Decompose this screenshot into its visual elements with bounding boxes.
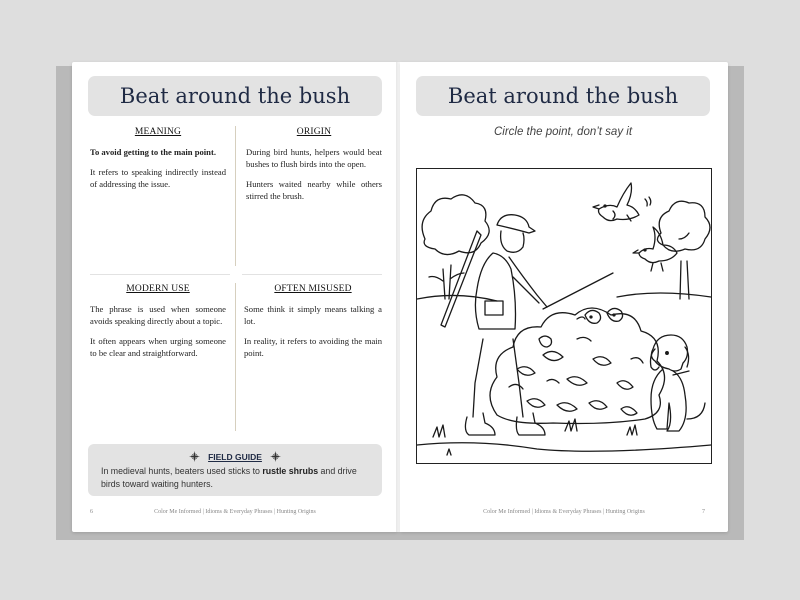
compass-star-icon [270,451,281,462]
left-page [72,62,398,532]
bird-top-drawing [593,183,651,221]
compass-star-icon [189,451,200,462]
column-divider-bottom [235,283,236,431]
often-misused-text-2: In reality, it refers to avoiding the main point. [244,336,382,358]
hill-line-drawing [417,293,711,301]
modern-use-section [90,283,226,367]
origin-section [246,126,382,210]
tree-right-drawing [657,201,710,299]
row-divider-left [90,274,230,275]
right-page-number: 7 [702,509,705,515]
right-page-footer: Color Me Informed | Idioms & Everyday Phrases | Hunting Origins [483,509,645,515]
left-page-footer: Color Me Informed | Idioms & Everyday Phrases | Hunting Origins [154,509,316,515]
hunting-scene-drawing [417,169,711,463]
right-page [400,62,728,532]
right-page-title: Beat around the bush [416,76,710,116]
meaning-heading: MEANING [134,127,182,137]
field-guide-text-bold: rustle shrubs [262,466,319,476]
modern-use-text-2: It often appears when urging someone to be clear and straightforward. [90,336,226,358]
column-divider-top [235,126,236,266]
modern-use-text-1: The phrase is used when someone avoids speaking directly about a topic. [90,304,226,326]
meaning-section [90,126,226,198]
origin-heading: ORIGIN [296,127,332,137]
row-divider-right [242,274,382,275]
field-guide-text-start: In medieval hunts, beaters used sticks to [101,466,263,476]
tree-left-drawing [422,195,489,299]
modern-use-heading: MODERN USE [126,284,190,294]
origin-text-2: Hunters waited nearby while others stirred the brush. [246,179,382,201]
field-guide-box [88,444,382,496]
left-page-title: Beat around the bush [88,76,382,116]
often-misused-text-1: Some think it simply means talking a lot. [244,304,382,326]
meaning-text-2: It refers to speaking indirectly instead of addressing the issue. [90,167,226,189]
origin-text-1: During bird hunts, helpers would beat bushes to flush birds into the open. [246,147,382,169]
left-page-number: 6 [90,509,93,515]
often-misused-section [244,283,382,367]
coloring-illustration [416,168,712,464]
field-guide-text-end: and drive birds toward waiting hunters. [101,466,357,489]
field-guide-heading: FIELD GUIDE [208,451,262,462]
meaning-text-1: To avoid getting to the main point. [90,147,216,157]
right-page-subtitle: Circle the point, don’t say it [493,126,633,138]
often-misused-heading: OFTEN MISUSED [274,284,352,294]
field-guide-text [101,465,371,491]
